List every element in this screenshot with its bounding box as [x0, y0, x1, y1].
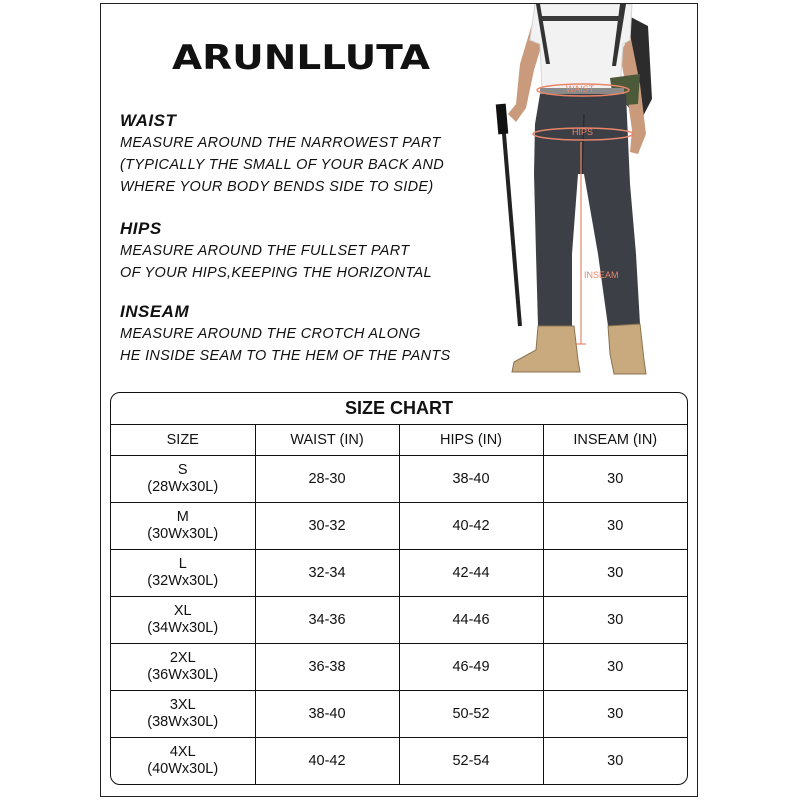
- size-cell: 3XL (38Wx30L): [111, 691, 255, 738]
- header-row: [111, 425, 687, 456]
- waist-cell: 38-40: [255, 691, 399, 738]
- photo-label-inseam: INSEAM: [584, 270, 619, 280]
- svg-text:ARUNLLUTA: ARUNLLUTA: [172, 38, 431, 76]
- table-row: [111, 691, 687, 738]
- size-cell: M (30Wx30L): [111, 503, 255, 550]
- inseam-line-2: HE INSIDE SEAM TO THE HEM OF THE PANTS: [120, 348, 451, 364]
- photo-label-hips: HIPS: [572, 127, 594, 137]
- waist-line-2: (TYPICALLY THE SMALL OF YOUR BACK AND: [120, 157, 445, 173]
- table-row: [111, 503, 687, 550]
- hips-cell: 44-46: [399, 597, 543, 644]
- size-cell: L (32Wx30L): [111, 550, 255, 597]
- waist-heading: WAIST: [120, 111, 177, 130]
- guide-waist: [120, 110, 444, 198]
- waist-cell: 32-34: [255, 550, 399, 597]
- hips-cell: 40-42: [399, 503, 543, 550]
- waist-line-1: MEASURE AROUND THE NARROWEST PART: [120, 135, 441, 151]
- size-chart-table: [111, 425, 687, 784]
- hips-heading: HIPS: [120, 219, 162, 238]
- inseam-heading: INSEAM: [120, 302, 190, 321]
- size-chart: [110, 392, 688, 785]
- header-hips: HIPS (IN): [399, 425, 543, 456]
- table-row: [111, 456, 687, 503]
- guide-inseam: [120, 301, 450, 367]
- model-photo: [480, 4, 697, 384]
- table-row: [111, 550, 687, 597]
- photo-label-waist: WAIST: [566, 84, 595, 94]
- size-cell: XL (34Wx30L): [111, 597, 255, 644]
- guide-hips: [120, 218, 432, 284]
- size-cell: 4XL (40Wx30L): [111, 738, 255, 785]
- table-row: [111, 738, 687, 785]
- hips-cell: 38-40: [399, 456, 543, 503]
- header-inseam: INSEAM (IN): [543, 425, 687, 456]
- inseam-cell: 30: [543, 738, 687, 785]
- table-row: [111, 597, 687, 644]
- waist-cell: 30-32: [255, 503, 399, 550]
- hips-line-1: MEASURE AROUND THE FULLSET PART: [120, 243, 410, 259]
- hips-line-2: OF YOUR HIPS,KEEPING THE HORIZONTAL: [120, 265, 432, 281]
- inseam-cell: 30: [543, 644, 687, 691]
- inseam-cell: 30: [543, 550, 687, 597]
- hips-cell: 46-49: [399, 644, 543, 691]
- inseam-cell: 30: [543, 691, 687, 738]
- waist-line-3: WHERE YOUR BODY BENDS SIDE TO SIDE): [120, 179, 434, 195]
- inseam-line-1: MEASURE AROUND THE CROTCH ALONG: [120, 326, 421, 342]
- waist-cell: 28-30: [255, 456, 399, 503]
- waist-cell: 36-38: [255, 644, 399, 691]
- waist-cell: 34-36: [255, 597, 399, 644]
- size-cell: 2XL (36Wx30L): [111, 644, 255, 691]
- table-row: [111, 644, 687, 691]
- hips-cell: 42-44: [399, 550, 543, 597]
- inseam-cell: 30: [543, 456, 687, 503]
- hips-cell: 50-52: [399, 691, 543, 738]
- header-size: SIZE: [111, 425, 255, 456]
- hips-cell: 52-54: [399, 738, 543, 785]
- inseam-cell: 30: [543, 503, 687, 550]
- inseam-cell: 30: [543, 597, 687, 644]
- brand-logo: [170, 36, 432, 76]
- size-chart-title: SIZE CHART: [111, 393, 687, 425]
- waist-cell: 40-42: [255, 738, 399, 785]
- header-waist: WAIST (IN): [255, 425, 399, 456]
- size-cell: S (28Wx30L): [111, 456, 255, 503]
